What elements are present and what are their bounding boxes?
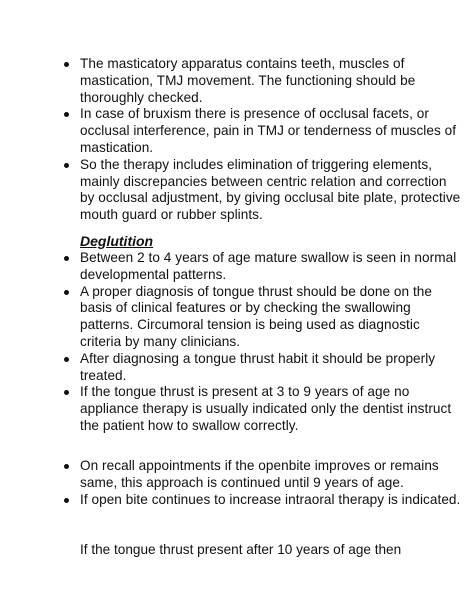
list-item xyxy=(62,56,462,106)
list-item-text: A proper diagnosis of tongue thrust should be done on the basis of clinical features or by checking the swallowing patterns. Circumoral tension is being used as diagnostic criteria by many clinicians. xyxy=(80,283,433,349)
list-item-text: In case of bruxism there is presence of occlusal facets, or occlusal interference, pain in TMJ or tenderness of muscles of mastication. xyxy=(80,106,457,155)
bullet-icon xyxy=(64,357,69,362)
list-item-text: On recall appointments if the openbite improves or remains same, this approach is continued until 9 years of age. xyxy=(80,458,439,490)
list-item xyxy=(62,384,462,434)
list-item-text: If the tongue thrust is present at 3 to 9 years of age no appliance therapy is usually indicated only the dentist instruct the patient how to swallow correctly. xyxy=(80,384,452,433)
list-item-text: If open bite continues to increase intraoral therapy is indicated. xyxy=(80,491,461,507)
list-item xyxy=(62,157,462,224)
section-heading-deglutition: Deglutition xyxy=(80,233,154,249)
continuation-text: If the tongue thrust present after 10 years of age then xyxy=(80,542,402,557)
bullet-icon xyxy=(64,464,69,469)
bullet-icon xyxy=(64,256,69,261)
list-item xyxy=(62,458,462,492)
list-item-text: After diagnosing a tongue thrust habit it should be properly treated. xyxy=(80,350,436,383)
list-item-text: Between 2 to 4 years of age mature swallow is seen in normal developmental patterns. xyxy=(80,250,457,282)
bullet-icon xyxy=(64,390,69,395)
list-item xyxy=(62,284,462,351)
bullet-icon xyxy=(64,498,69,503)
list-item-text: So the therapy includes elimination of triggering elements, mainly discrepancies between centric relation and correction by occlusal adjustment, by giving occlusal bite plate, protective mouth guard or rubber splints. xyxy=(80,156,461,223)
bullet-icon xyxy=(64,290,69,295)
list-item-text: The masticatory apparatus contains teeth, muscles of mastication, TMJ movement. The functioning should be thoroughly checked. xyxy=(80,56,416,105)
bullet-list-mastication xyxy=(62,56,462,224)
list-item xyxy=(62,250,462,284)
list-item xyxy=(62,351,462,385)
bullet-icon xyxy=(64,112,69,117)
bullet-icon xyxy=(64,163,69,168)
bullet-list-deglutition xyxy=(62,250,462,435)
bullet-list-recall xyxy=(62,458,462,508)
list-item xyxy=(62,106,462,156)
list-item xyxy=(62,492,462,509)
bullet-icon xyxy=(64,62,69,67)
